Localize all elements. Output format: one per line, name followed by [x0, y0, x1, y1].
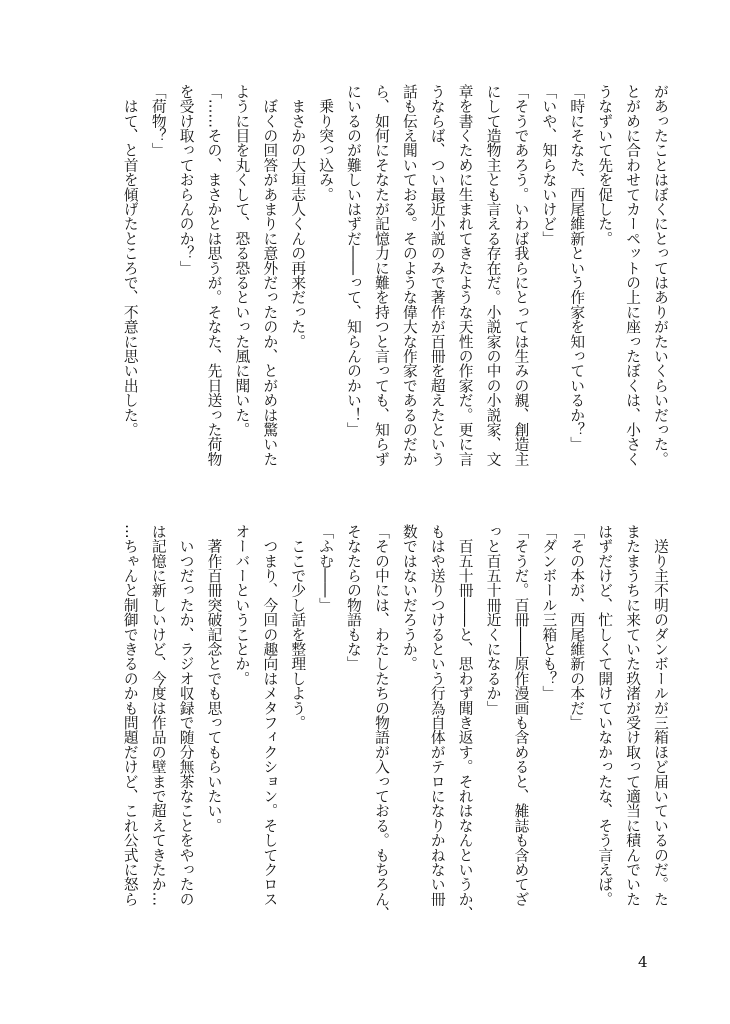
text-line: 話も伝え聞いておる。そのような偉大な作家であるのだか — [400, 84, 418, 467]
text-line: ように目を丸くして、恐る恐るといった風に聞いた。 — [233, 84, 251, 437]
text-line: オーバーということか。 — [233, 524, 251, 686]
text-line: 数ではないだろうか。 — [400, 524, 418, 671]
text-line: 「そうであろう。いわば我らにとっては生みの親、創造主 — [512, 84, 530, 467]
text-line: ら、如何にそなたが記憶力に難を持つと言っても、知らず — [372, 84, 390, 467]
text-line: ここで少し話を整理しよう。 — [289, 524, 307, 730]
text-line: ぼくの回答があまりに意外だったのか、とがめは驚いた — [261, 84, 279, 467]
text-line: 「その本が、西尾維新の本だ」 — [568, 524, 586, 730]
text-line: いつだったか、ラジオ収録で随分無茶なことをやったの — [177, 524, 195, 907]
text-line: 百五十冊――と、思わず聞き返す。それはなんというか、 — [456, 524, 474, 921]
text-line: うなずいて先を促した。 — [596, 84, 614, 246]
text-line: …ちゃんと制御できるのかも問題だけど、これ公式に怒ら — [121, 524, 139, 907]
text-line: またまうちに来ていた玖渚が受け取って適当に積んでいた — [624, 524, 642, 907]
page-number: 4 — [638, 953, 648, 971]
text-line: 「ふむ――」 — [317, 524, 335, 613]
text-line: そなたらの物語もな」 — [345, 524, 363, 671]
text-line: 乗り突っ込み。 — [317, 84, 335, 202]
text-line: 送り主不明のダンボールが三箱ほど届いているのだ。た — [652, 524, 669, 907]
text-line: もはや送りつけるという行為自体がテロになりかねない冊 — [428, 524, 446, 907]
text-line: とがめに合わせてカーペットの上に座ったぼくは、小さく — [624, 84, 642, 467]
text-line: 「いや、知らないけど」 — [540, 84, 558, 246]
text-line: っと百五十冊近くになるか」 — [484, 524, 502, 716]
text-line: 「時にそなた、西尾維新という作家を知っているか？」 — [568, 84, 586, 452]
text-line: は記憶に新しいけど、今度は作品の壁まで超えてきたか… — [149, 524, 167, 907]
text-line: 「ダンボール三箱とも？」 — [540, 524, 558, 701]
text-line: 「荷物？」 — [149, 84, 167, 158]
text-line: を受け取っておらんのか？」 — [177, 84, 195, 276]
text-line: はて、と首を傾げたところで、不意に思い出した。 — [121, 84, 139, 437]
text-block-top — [116, 84, 674, 466]
text-line: 「その中には、わたしたちの物語が入っておる。もちろん、 — [372, 524, 390, 921]
text-line: まさかの大垣志人くんの再来だった。 — [289, 84, 307, 349]
text-line: 「……その、まさかとは思うが。そなた、先日送った荷物 — [205, 84, 223, 467]
text-line: にして造物主とも言える存在だ。小説家の中の小説家、文 — [484, 84, 502, 467]
text-line: 章を書くために生まれてきたような天性の作家だ。更に言 — [456, 84, 474, 467]
text-line: にいるのが難しいはずだ――って、知らんのかい！」 — [345, 84, 363, 437]
text-line: はずだけど、忙しくて開けていなかったな、そう言えば。 — [596, 524, 614, 907]
text-line: つまり、今回の趣向はメタフィクション。そしてクロス — [261, 524, 279, 907]
text-line: 著作百冊突破記念とでも思ってもらいたい。 — [205, 524, 223, 833]
text-block-bottom — [116, 524, 674, 921]
text-line: 「そうだ。百冊――原作漫画も含めると、雑誌も含めてざ — [512, 524, 530, 907]
text-line: うならば、つい最近小説のみで著作が百冊を超えたという — [428, 84, 446, 467]
text-line: があったことはぼくにとってはありがたいくらいだった。 — [652, 84, 669, 467]
